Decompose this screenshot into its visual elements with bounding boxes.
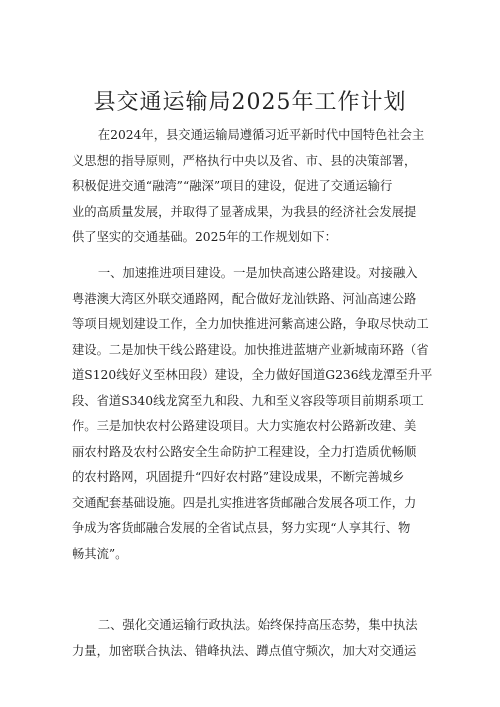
text-line: 二、强化交通运输行政执法。始终保持高压态势，集中执法 bbox=[97, 618, 418, 632]
paragraph-project-construction bbox=[72, 261, 432, 567]
text-line: 丽农村路及农村公路安全生命防护工程建设，全力打造质优畅顺 bbox=[72, 444, 417, 459]
text-line: 供了坚实的交通基础。2025年的工作规划如下： bbox=[72, 230, 337, 244]
text-line: 力量，加密联合执法、错峰执法、蹲点值守频次，加大对交通运 bbox=[72, 643, 417, 658]
paragraph-law-enforcement bbox=[72, 613, 432, 664]
text-line: 业的高质量发展，并取得了显著成果，为我县的经济社会发展提 bbox=[72, 204, 417, 219]
text-line: 积极促进交通“融湾”“融深”项目的建设，促进了交通运输行 bbox=[72, 179, 393, 193]
text-line: 作。三是加快农村公路建设项目。大力实施农村公路新改建、美 bbox=[72, 419, 417, 433]
text-line: 段、省道S340线龙窝至九和段、九和至义容段等项目前期系项工 bbox=[72, 393, 424, 408]
text-line: 交通配套基础设施。四是扎实推进客货邮融合发展各项工作，力 bbox=[72, 495, 417, 510]
text-line: 在2024年，县交通运输局遵循习近平新时代中国特色社会主 bbox=[97, 128, 425, 142]
text-line: 义思想的指导原则，严格执行中央以及省、市、县的决策部署， bbox=[72, 153, 417, 168]
text-line: 等项目规划建设工作，全力加快推进河紫高速公路，争取尽快动工 bbox=[72, 317, 429, 331]
text-line: 一、加速推进项目建设。一是加快高速公路建设。对接融入 bbox=[97, 266, 418, 280]
document-title: 县交通运输局2025年工作计划 bbox=[93, 90, 407, 115]
text-line: 的农村路网，巩固提升“四好农村路”建设成果，不断完善城乡 bbox=[72, 470, 405, 484]
text-line: 争成为客货邮融合发展的全省试点县，努力实现“人享其行、物 bbox=[72, 521, 411, 535]
paragraph-intro bbox=[72, 123, 432, 251]
text-line: 道S120线好义至林田段）建设，全力做好国道G236线龙潭至升平 bbox=[72, 368, 432, 382]
text-line: 畅其流”。 bbox=[72, 546, 128, 561]
text-line: 建设。二是加快干线公路建设。加快推进蓝塘产业新城南环路（省 bbox=[72, 342, 429, 357]
text-line: 粤港澳大湾区外联交通路网，配合做好龙汕铁路、河汕高速公路 bbox=[72, 291, 417, 306]
